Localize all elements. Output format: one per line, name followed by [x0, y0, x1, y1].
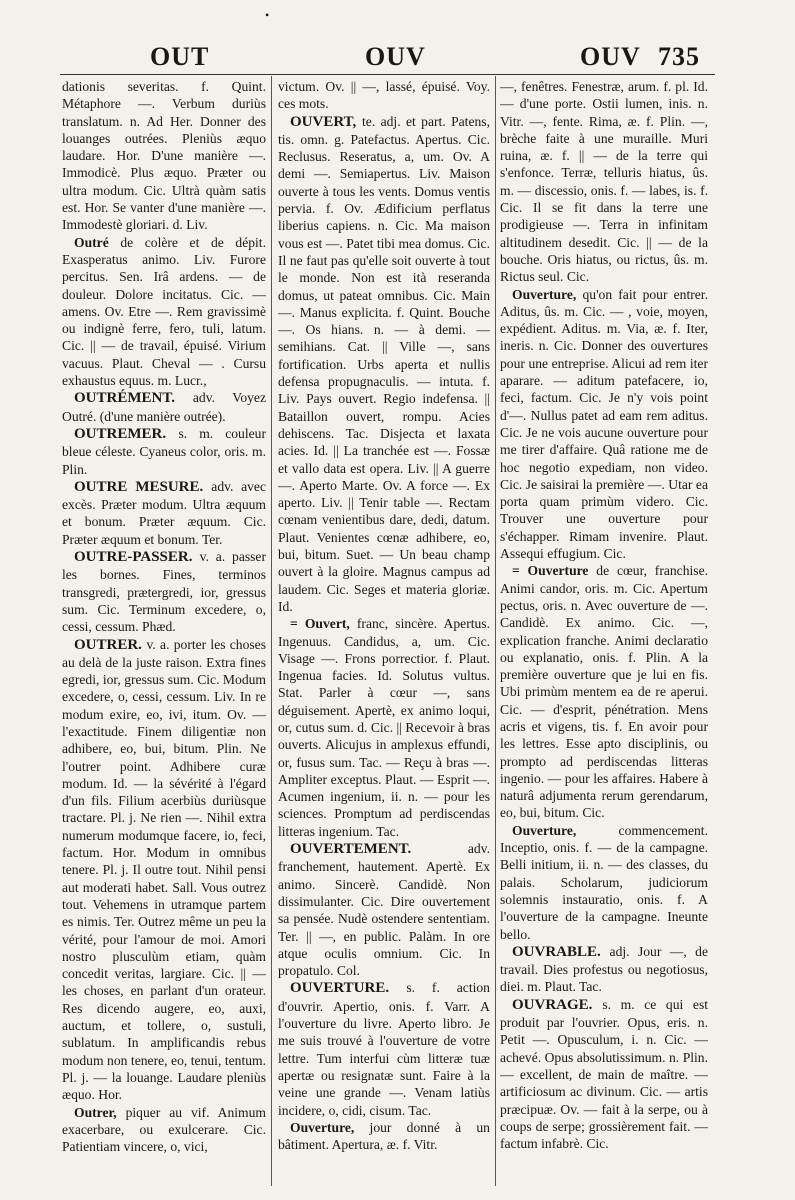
entry-text: adv. Voyez Outré. (d'une manière outrée).	[62, 390, 266, 424]
entry-text: dationis severitas. f. Quint. Métaphore —. Verbum duriùs translatum. n. Ad Her. Donner des louanges outrées. Pleniùs æquo laudare. Hor. D'une manière —. Immodicè. Plus æquo. Præter ou ultra modum. Cic. Ultrà quàm satis est. Hor. Se vanter d'une manière —. Immodestè gloriari. d. Liv.	[62, 79, 266, 233]
entry-text: —, fenêtres. Fenestræ, arum. f. pl. Id. — d'une porte. Ostii lumen, inis. n. Vitr. —, fente. Rima, æ. f. Plin. —, brèche faite à une muraille. Muri ruina, æ. f. || — de la terre qui s'enfonce. Terræ, telluris hiatus, ûs. m. — discessio, onis. f. — labes, is. f. Cic. Il se fit dans la terre une prodigieuse —. Terra in infinitam altitudinem desedit. Cic. || — de la bouche. Oris hiatus, ou rictus, ûs. m. Rictus seul. Cic.	[500, 79, 708, 285]
entry-text: adv. franchement, hautement. Apertè. Ex animo. Sincerè. Candidè. Non dissimulanter. Cic. Dire ouvertement sa pensée. Nudè ostendere sententiam. Ter. || —, en public. Palàm. In ore atque oculis omnium. Cic. In propatulo. Col.	[278, 841, 490, 979]
entry-text: de colère et de dépit. Exasperatus animo. Liv. Furore percitus. Sen. Irâ ardens. — de douleur. Dolore incitatus. Cic. — amens. Ov. Etre —. Rem gravissimè ou indignè ferre, fero, tuli, latum. Cic. || — de travail, épuisé. Virium vacuus. Plaut. Cheval — . Cursu exhaustus equus. m. Lucr.,	[62, 234, 266, 389]
entry-text: de cœur, franchise. Animi candor, oris. m. Cic. Apertum pectus, oris. n. Avec ouverture de —. Candidè. Ex animo. Cic. —, explication franche. Animi declaratio ou explanatio, onis. f. Plin. A la première ouverture que je lui en fis. Ubi primùm mentem ea de re aperui. Cic. — d'esprit, pénétration. Mens acris et vigens, tis. f. En avoir pour les lettres. Esse apto disciplinis, ou prompto ad perdiscendas litteras ingenio. — pour les affaires. Habere à naturâ adjumenta rerum gerendarum, eo, bui, bitum. Cic.	[500, 563, 708, 821]
entry-headword: OUTRÉMENT.	[74, 390, 193, 407]
entry-text: v. a. passer les bornes. Fines, terminos transgredi, prætergredi, ior, gressus sum. Cic. Terminum excedere, o, cessi, cessum. Phæd.	[62, 549, 266, 635]
dictionary-entry	[278, 979, 490, 1118]
header-right-word: OUV	[580, 42, 641, 71]
page-number: 735	[658, 42, 700, 71]
dictionary-entry	[62, 636, 266, 1104]
entry-headword: Ouverture,	[512, 286, 583, 302]
entry-headword: Ouverture,	[512, 822, 619, 838]
entry-text: s. m. ce qui est produit par l'ouvrier. Opus, eris. n. Petit —. Opusculum, i. n. Cic. — achevé. Opus absolutissimum. n. Plin. — excellent, de main de maître. — artificiosum ac divinum. Cic. — artis præcipuæ. Ov. — fait à la serpe, ou à coups de serpe; grossièrement fait. — factum infabrè. Cic.	[500, 996, 708, 1152]
entry-text: s. f. action d'ouvrir. Apertio, onis. f. Varr. A l'ouverture du livre. Aperto libro. Je me suis trouvé à l'ouverture de votre lettre. Tum interfui cùm litteræ tuæ apertæ ou resignatæ sunt. Faire à la veine une grande —. Venam latiùs incidere, o, cidi, cisum. Tac.	[278, 980, 490, 1118]
column-middle	[278, 78, 490, 1188]
entry-headword: OUTRER.	[74, 636, 147, 653]
entry-text: piquer au vif. Animum exacerbare, ou exulcerare. Cic. Patientiam vincere, o, vici,	[62, 1104, 266, 1155]
header-left-word: OUT	[150, 42, 210, 71]
dictionary-entry	[278, 840, 490, 979]
column-right	[500, 78, 708, 1188]
entry-headword: OUVERT,	[290, 113, 363, 130]
dictionary-entry	[278, 78, 490, 113]
dictionary-entry	[500, 562, 708, 821]
dictionary-entry	[278, 113, 490, 616]
entry-headword: Ouverture,	[290, 1119, 370, 1135]
dictionary-entry	[62, 425, 266, 478]
dictionary-entry	[62, 1104, 266, 1156]
dictionary-entry	[278, 1119, 490, 1154]
dictionary-entry	[500, 286, 708, 563]
entry-headword: Outré	[74, 234, 121, 250]
header-middle-word: OUV	[365, 42, 426, 71]
column-left	[62, 78, 266, 1188]
entry-text: adj. Jour —, de travail. Dies profestus ou negotiosus, diei. m. Plaut. Tac.	[500, 943, 708, 995]
entry-text: jour donné à un bâtiment. Apertura, æ. f. Vitr.	[278, 1119, 490, 1153]
header-rule	[60, 74, 715, 75]
entry-headword: OUVERTURE.	[290, 980, 407, 997]
page-speck: •	[265, 8, 270, 22]
dictionary-entry	[500, 996, 708, 1153]
entry-text: franc, sincère. Apertus. Ingenuus. Candidus, a, um. Cic. Visage —. Frons porrectior. f. Plaut. Ingenua facies. Id. Solutus vultus. Stat. Parler à cœur —, sans déguisement. Apertè, ex animo loqui, or, cutus sum. d. Cic. || Recevoir à bras ouverts. Alicujus in amplexus effundi, or, fusus sum. Tac. — Reçu à bras —. Ampliter exceptus. Plaut. — Esprit —. Acumen ingenium, ii. n. — pour les sciences. Promptum ad perdiscendas litteras ingenium. Tac.	[278, 616, 490, 839]
dictionary-entry	[500, 822, 708, 943]
dictionary-entry	[62, 78, 266, 234]
dictionary-entry	[62, 548, 266, 635]
dictionary-entry	[62, 389, 266, 425]
entry-text: commencement. Inceptio, onis. f. — de la campagne. Belli initium, ii. n. — des classes, du palais. Scholarum, judiciorum solemnis instauratio, onis. f. A l'ouverture de la campagne. Ineunte bello.	[500, 822, 708, 942]
entry-headword: = Ouvert,	[290, 616, 357, 632]
entry-headword: OUVERTEMENT.	[290, 841, 468, 858]
entry-headword: OUVRABLE.	[512, 943, 610, 960]
dictionary-entry	[62, 478, 266, 548]
dictionary-entry	[500, 943, 708, 996]
entry-text: adv. avec excès. Præter modum. Ultra æquum et bonum. Præter æquum. Cic. Præter æquum et bonum. Ter.	[62, 478, 266, 547]
entry-headword: OUTRE-PASSER.	[74, 549, 200, 566]
dictionary-entry	[62, 234, 266, 390]
entry-headword: Outrer,	[74, 1104, 126, 1120]
entry-text: s. m. couleur bleue céleste. Cyaneus color, oris. m. Plin.	[62, 425, 266, 477]
dictionary-entry	[500, 78, 708, 286]
column-divider	[495, 76, 496, 1186]
entry-headword: = Ouverture	[512, 563, 597, 579]
entry-text: v. a. porter les choses au delà de la juste raison. Extra fines egredi, ior, gressus sum. Cic. Modum excedere, o, cessi, cessum. Liv. In re modum exire, eo, ivi, itum. Ov. — l'exactitude. Finem diligentiæ non adhibere, eo, bui, bitum. Plin. Ne l'outrer point. Adhibere curæ modum. Id. — la sévérité à l'égard d'un fils. Filium acerbiùs duriùsque tractare. Pl. j. Ne rien —. Nihil extra numerum modumque facere, io, feci, factum. Hor. Modum in omnibus tenere. Pl. j. Il outre tout. Nihil pensi aut moderati habet. Sall. Vous outrez tout. Vehemens in utramque partem es nimis. Ter. Outrez même un peu la vérité, pour l'amour de moi. Amori nostro plusculùm etiam, quàm concedit veritas, largiare. Cic. || — les choses, en parlant d'un orateur. Res dicendo augere, eo, auxi, auctum, et tollere, o, sustuli, sublatum. In amplificandis rebus modum non tenere, eo, tenui, tentum. Pl. j. — la louange. Laudare pleniùs æquo. Hor.	[62, 636, 266, 1103]
entry-headword: OUTREMER.	[74, 425, 179, 442]
dictionary-entry	[278, 615, 490, 840]
column-divider	[271, 76, 272, 1186]
entry-text: qu'on fait pour entrer. Aditus, ûs. m. Cic. — , voie, moyen, expédient. Aditus. m. Via, æ. f. Iter, ineris. n. Cic. Donner des ouvertures pour une entreprise. Alicui ad rem iter aparare. — aditum patefacere, io, feci, factum. Cic. Je n'y vois point d'—. Nullus patet ad eam rem aditus. Cic. Je ne vois aucune ouverture pour me tirer d'affaire. Quâ ratione me de hoc negotio expediam, non video. Cic. Je saisirai la première —. Utar ea porta quam primùm videro. Cic. Trouver une ouverture pour s'échapper. Rimam invenire. Plaut. Assequi effugium. Cic.	[500, 286, 708, 562]
entry-headword: OUVRAGE.	[512, 996, 603, 1013]
entry-headword: OUTRE MESURE.	[74, 478, 212, 495]
entry-text: te. adj. et part. Patens, tis. omn. g. Patefactus. Apertus. Cic. Reclusus. Reseratus, a, um. Ov. A demi —. Semiapertus. Liv. Maison ouverte à tous les vents. Domus ventis pervia. f. Ov. Ædificium perflatus liberius capiens. n. Cic. Ma maison vous est —. Patet tibi mea domus. Cic. Il ne faut pas qu'elle soit ouverte à tout le monde. Non est ità reseranda domus, ut pateat omnibus. Cic. Main —. Manus explicita. f. Quint. Bouche —. Os hians. n. — à demi. — semihians. Cat. || Ville —, sans fortification. Urbs aperta et nullis defensa propugnaculis. — intuta. f. Liv. Pays ouvert. Regio indefensa. || Bataillon ouvert, rompu. Acies dehiscens. Tac. Disjecta et laxata acies. Id. || La tranchée est —. Fossæ et vallo data est opera. Liv. || A guerre —. Aperto Marte. Ov. A force —. Ex aperto. Liv. || Tenir table —. Rectam cœnam venientibus dare, dedi, datum. Plaut. Venientes cœnæ adhibere, eo, bui, bitum. Suet. — Un beau champ ouvert à la gloire. Magnus campus ad laudem. Cic. Seges et materia gloriæ. Id.	[278, 113, 490, 614]
entry-text: victum. Ov. || —, lassé, épuisé. Voy. ces mots.	[278, 79, 490, 112]
running-header	[60, 42, 730, 82]
